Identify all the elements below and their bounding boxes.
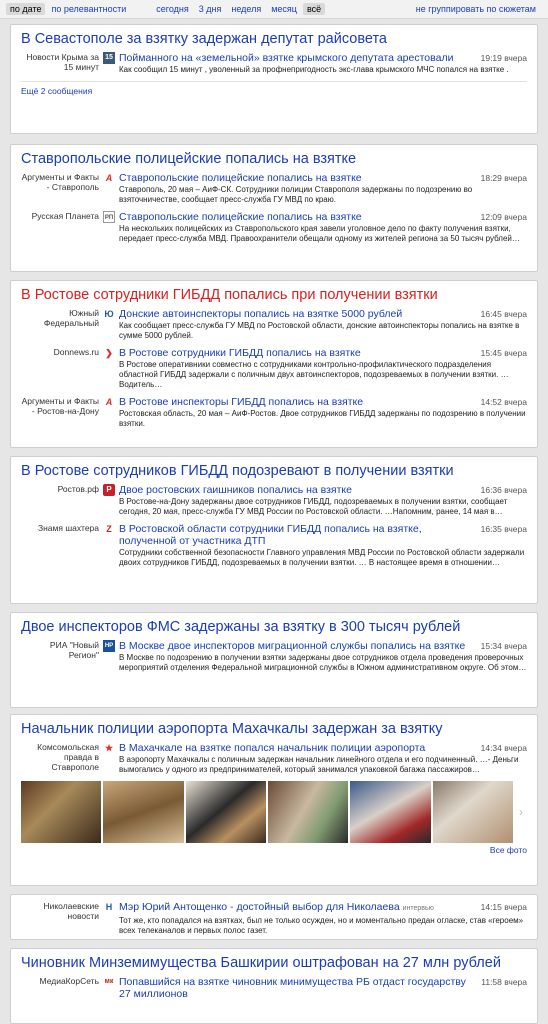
news-source[interactable]: РИА "Новый Регион" [49,640,99,660]
news-item-title[interactable]: Мэр Юрий Антощенко - достойный выбор для Николаева [119,901,400,913]
cluster-title[interactable]: Ставропольские полицейские попались на взятке [21,151,357,167]
aif-icon: A [105,173,113,183]
news-snippet: В Ростове-на-Дону задержаны двое сотрудников ГИБДД, подозреваемых в получении взятки, сообщает сегодня, 20 мая, пресс-служба ГУ МВД России по Ростовской области. …Напомним, ранее, 14 мая в… [119,497,508,516]
news-snippet: Как сообщил 15 минут , уволенный за профнепригодность экс-глава крымского МЧС попался на взятке . [119,65,509,74]
cluster-title[interactable]: В Ростове сотрудники ГИБДД попались при получении взятки [21,287,438,303]
news-snippet: В Москве по подозрению в получении взятки задержаны двое сотрудников отдела проведения проверочных мероприятий отделения Федеральной миграционной службы в Южном административном округе. Об этом… [119,653,527,672]
news-snippet: Ставрополь, 20 мая – АиФ-СК. Сотрудники полиции Ставрополя задержаны по подозрению во взяточничестве, сообщает пресс-служба ГУ МВД по краю. [119,185,473,204]
news-item-title[interactable]: В Ростове инспекторы ГИБДД попались на взятке [119,396,364,408]
cluster-title[interactable]: В Ростове сотрудников ГИБДД подозревают в получении взятки [21,463,454,479]
news-time: 16:36 вчера [480,485,527,495]
period-month[interactable]: месяц [271,4,297,14]
news-time: 11:58 вчера [481,977,527,987]
photo-thumbnail[interactable] [268,781,348,843]
news-item [21,484,527,517]
news-item [21,308,527,341]
news-source[interactable]: МедиаКорСеть [39,976,99,986]
news-cluster [10,144,538,272]
cluster-title[interactable]: Двое инспекторов ФМС задержаны за взятку в 300 тысяч рублей [21,619,461,635]
news-source[interactable]: Новости Крыма за 15 минут [26,52,99,72]
cluster-title[interactable]: Чиновник Минземимущества Башкирии оштрафован на 27 млн рублей [21,955,501,971]
news-time: 15:34 вчера [480,641,527,651]
news-source[interactable]: Donnews.ru [53,347,99,357]
rostovrf-icon: Р [103,484,115,496]
sort-filter-bar [0,0,548,19]
news-time: 16:45 вчера [480,309,527,319]
news-item [21,347,527,390]
photo-thumbnail[interactable] [21,781,101,843]
news-item [21,396,527,429]
aif-icon: A [105,397,113,407]
rusplanet-icon: РП [103,211,115,223]
news-time: 15:45 вчера [480,348,527,358]
cluster-title[interactable]: Начальник полиции аэропорта Махачкалы задержан за взятку [21,721,443,737]
news-time: 14:15 вчера [480,902,527,912]
news-item-title[interactable]: В Ростове сотрудники ГИБДД попались на взятке [119,347,361,359]
news-cluster [10,24,538,134]
news-source[interactable]: Комсомольская правда в Ставрополе [37,742,99,772]
news-cluster [10,714,538,886]
news-tag: интервью [402,905,434,912]
news-source[interactable]: Николаевские новости [43,901,99,921]
novyregion-icon: НР [103,640,115,652]
news-snippet: В Ростове оперативники совместно с сотрудниками контрольно-профилактического подразделения областной ГИБДД задержали с поличным двух автоинспекторов, подозреваемых в получении взятки. …Водитель… [119,360,509,389]
news-item-title[interactable]: Донские автоинспекторы попались на взятке 5000 рублей [119,308,403,320]
sort-by-relevance[interactable]: по релевантности [51,4,127,14]
news-snippet: Тот же, кто попадался на взятках, был не только осужден, но и моментально предан огласке, став «героем» всех телеканалов и первых полос газет. [119,916,524,935]
donnews-icon: ❯ [105,348,113,358]
news-item [21,976,527,1000]
news-source[interactable]: Знамя шахтера [37,523,99,533]
news-item [21,52,527,75]
more-messages-link[interactable]: Ещё 2 сообщения [21,81,527,96]
cluster-title[interactable]: В Севастополе за взятку задержан депутат райсовета [21,31,387,47]
news-item [21,523,527,568]
news-item [21,211,527,244]
photo-thumbnail[interactable] [350,781,430,843]
news-item-title[interactable]: Двое ростовских гаишников попались на взятке [119,484,352,496]
mediakorset-icon: мк [104,978,114,985]
news-cluster [10,948,538,1024]
news-time: 18:29 вчера [480,173,527,183]
news-15min-icon: 15 [103,52,115,64]
news-time: 19:19 вчера [480,53,527,63]
photo-thumbnail[interactable] [186,781,266,843]
chevron-right-icon[interactable]: › [518,805,523,819]
news-cluster [10,280,538,448]
news-source[interactable]: Южный Федеральный [43,308,99,328]
news-time: 16:35 вчера [480,524,527,534]
news-item-title[interactable]: В Махачкале на взятке попался начальник полиции аэропорта [119,742,426,754]
news-item [21,172,527,205]
news-item-title[interactable]: В Ростовской области сотрудники ГИБДД попались на взятке, полученной от участника ДТП [119,523,422,547]
sort-by-date[interactable]: по дате [6,3,45,15]
news-time: 14:34 вчера [480,743,527,753]
period-week[interactable]: неделя [231,4,262,14]
all-photos-link[interactable]: Все фото [489,845,527,855]
photo-strip [21,781,527,843]
news-source[interactable]: Аргументы и Факты - Ставрополь [21,172,99,192]
news-source[interactable]: Аргументы и Факты - Ростов-на-Дону [21,396,99,416]
news-item-title[interactable]: Ставропольские полицейские попались на взятке [119,172,362,184]
news-item [21,640,527,673]
photo-thumbnail[interactable] [103,781,183,843]
no-grouping-link[interactable]: не группировать по сюжетам [415,4,536,14]
news-cluster [10,456,538,604]
period-all[interactable]: всё [303,3,325,15]
news-item-title[interactable]: Пойманного на «земельной» взятке крымского депутата арестовали [119,52,454,64]
nikolaev-icon: Н [105,902,113,912]
news-snippet: Сотрудники собственной безопасности Главного управления МВД России по Ростовской области задержали двоих сотрудников ГИБДД, подозреваемых в получении взятки. … В настоящее время в отношении… [119,548,525,567]
news-snippet: Как сообщает пресс-служба ГУ МВД по Ростовской области, донские автоинспекторы попались на взятке в сумме 5000 рублей. [119,321,520,340]
news-cluster [10,612,538,708]
news-time: 14:52 вчера [480,397,527,407]
period-3-days[interactable]: 3 дня [198,4,222,14]
news-item-title[interactable]: Попавшийся на взятке чиновник минимущества РБ отдаст государству 27 миллионов [119,976,466,1000]
news-snippet: Ростовская область, 20 мая – АиФ-Ростов. Двое сотрудников ГИБДД задержаны по подозрению в получении взятки. [119,409,526,428]
news-time: 12:09 вчера [480,212,527,222]
period-today[interactable]: сегодня [156,4,189,14]
yuf-icon: Ю [104,309,114,319]
news-item-title[interactable]: В Москве двое инспекторов миграционной службы попались на взятке [119,640,466,652]
news-cluster [10,894,538,940]
news-snippet: На нескольких полицейских из Ставропольского края завели уголовное дело по факту получения взятки, передает пресс-служба МВД. Правоохранители обещали одному из жителей региона за 50 тысяч рублей… [119,224,520,243]
news-snippet: В аэропорту Махачкалы с поличным задержан начальник линейного отдела и его подчиненный. …- Деньги вымогались у одного из предпринимателей, который занимался упаковкой багажа пассажиров… [119,755,519,774]
news-source[interactable]: Русская Планета [31,211,99,221]
news-item [21,742,527,775]
kp-star-icon: ★ [104,743,114,753]
news-item [21,901,527,936]
news-item-title[interactable]: Ставропольские полицейские попались на взятке [119,211,362,223]
news-source[interactable]: Ростов.рф [57,484,99,494]
photo-thumbnail[interactable] [433,781,513,843]
znamya-icon: Z [106,524,112,534]
